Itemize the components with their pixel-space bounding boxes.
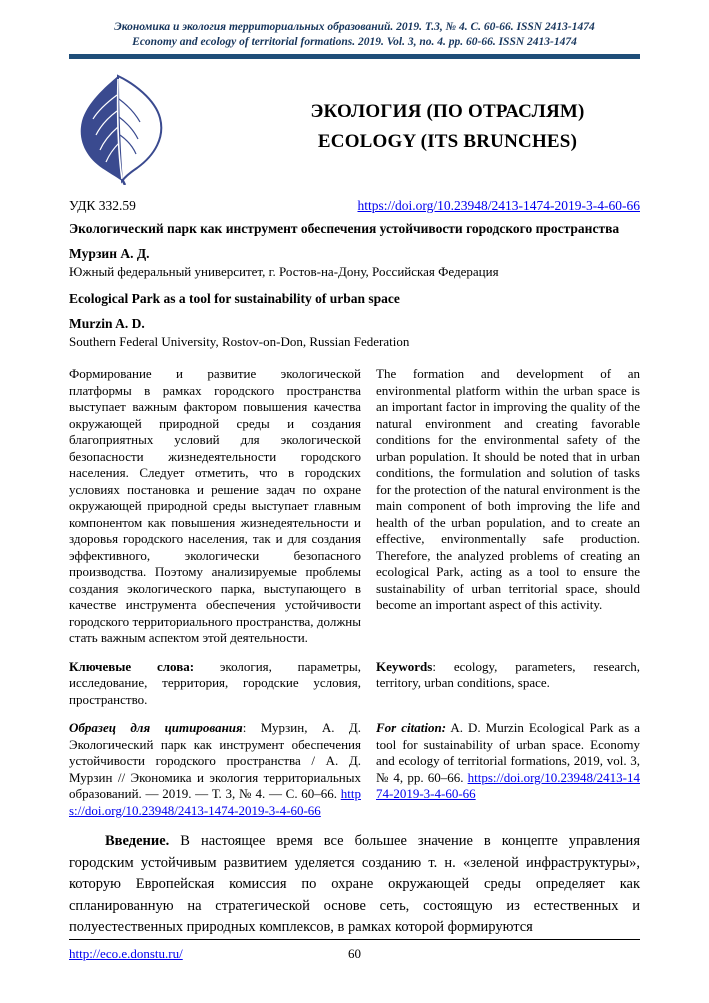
leaf-logo-icon — [71, 73, 171, 185]
keywords-ru — [69, 659, 361, 709]
journal-header-line-ru: Экономика и экология территориальных образований. 2019. Т.3, № 4. С. 60-66. ISSN 2413-1474 — [114, 21, 595, 33]
page-footer — [69, 939, 640, 962]
citation-ru-doi-link[interactable]: https://doi.org/10.23948/2413-1474-2019-3-4-60-66 — [69, 786, 361, 818]
doi-link[interactable]: https://doi.org/10.23948/2413-1474-2019-3-4-60-66 — [357, 198, 640, 213]
section-banner — [69, 73, 640, 185]
introduction-paragraph — [69, 831, 640, 939]
keywords-en-text: : ecology, parameters, research, territory, urban conditions, space. — [376, 658, 640, 690]
two-column-block — [69, 366, 640, 819]
udc-code: УДК 332.59 — [69, 198, 136, 213]
citation-ru — [69, 720, 361, 819]
author-name-en: Murzin A. D. — [69, 316, 145, 331]
header-divider-rule — [69, 54, 640, 59]
citation-en — [376, 720, 640, 819]
citation-en-label: For citation: — [376, 720, 447, 735]
citation-ru-text: : Мурзин, А. Д. Экологический парк как инструмент обеспечения устойчивости городского пространства / А. Д. Мурзин // Экономика и экология территориальных образований. — 2019. — Т. 3, № 4. — С. 60–66. — [69, 720, 361, 801]
abstract-ru: Формирование и развитие экологической платформы в рамках городского пространства выступает важным фактором повышения качества окружающей природной среды и создания благоприятных условий для экологической безопасности жизнедеятельности городского населения. Следует отметить, что в городских условиях постановка и решение задач по охране окружающей природной среды выступает главным компонентом как повышения жизнедеятельности и здоровья городского населения, так и для создания эффективного, экологически безопасного производства. Поэтому анализируемые проблемы создания экологического парка, выступающего в качестве инструмента обеспечения устойчивости городского территориального пространства, должны стать важным аспектом этой деятельности. — [69, 366, 361, 645]
page-number: 60 — [348, 945, 361, 961]
journal-site-link[interactable]: http://eco.e.donstu.ru/ — [69, 945, 183, 961]
citation-ru-label: Образец для цитирования — [69, 720, 243, 735]
article-title-ru: Экологический парк как инструмент обеспечения устойчивости городского пространства — [69, 221, 620, 236]
citation-en-doi-link[interactable]: https://doi.org/10.23948/2413-1474-2019-3-4-60-66 — [376, 769, 640, 801]
journal-header — [69, 20, 640, 50]
author-name-ru: Мурзин А. Д. — [69, 246, 150, 261]
keywords-en-label: Keywords — [376, 658, 433, 674]
section-title-ru: ЭКОЛОГИЯ (ПО ОТРАСЛЯМ) — [310, 101, 585, 122]
article-title-en: Ecological Park as a tool for sustainability of urban space — [69, 291, 400, 306]
citation-en-text: A. D. Murzin Ecological Park as a tool for sustainability of urban space. Economy and ecology of territorial formations, 2019, vol. 3, № 4, pp. 60–66. — [376, 720, 640, 785]
abstract-en: The formation and development of an environmental platform within the urban space is an important factor in improving the quality of the natural environment and creating favorable conditions for the environmental safety of the urban population. It should be noted that in urban conditions, the formulation and solution of tasks for the protection of the natural environment is the main component of both improving the life and health of the urban population, and to create an effective, environmentally safe production. Therefore, the analyzed problems of creating an ecological Park, acting as a tool to ensure the sustainability of urban territorial space, should become an important aspect of this activity. — [376, 366, 640, 612]
keywords-ru-text: экология, параметры, исследование, территория, городские условия, пространство. — [69, 658, 361, 707]
introduction-label: Введение. — [105, 833, 170, 849]
introduction-text: В настоящее время все большее значение в концепте управления городским устойчивым развитием уделяется созданию т. н. «зеленой инфраструктуры», которую Европейская комиссия по охране окружающей среды определяет как спланированную на стратегической основе сеть, состоящую из естественных и полуестественных природных комплексов, в рамках которой формируются — [69, 833, 640, 935]
affiliation-en: Southern Federal University, Rostov-on-Don, Russian Federation — [69, 334, 410, 349]
section-title-en: ECOLOGY (ITS BRUNCHES) — [317, 131, 578, 152]
article-meta-row — [69, 197, 640, 214]
journal-header-line-en: Economy and ecology of territorial formations. 2019. Vol. 3, no. 4. pp. 60-66. ISSN 2413-1474 — [132, 36, 577, 48]
keywords-ru-label: Ключевые слова: — [69, 658, 195, 674]
section-title-block — [171, 73, 640, 157]
affiliation-ru: Южный федеральный университет, г. Ростов-на-Дону, Российская Федерация — [69, 264, 499, 279]
keywords-en — [376, 659, 640, 709]
